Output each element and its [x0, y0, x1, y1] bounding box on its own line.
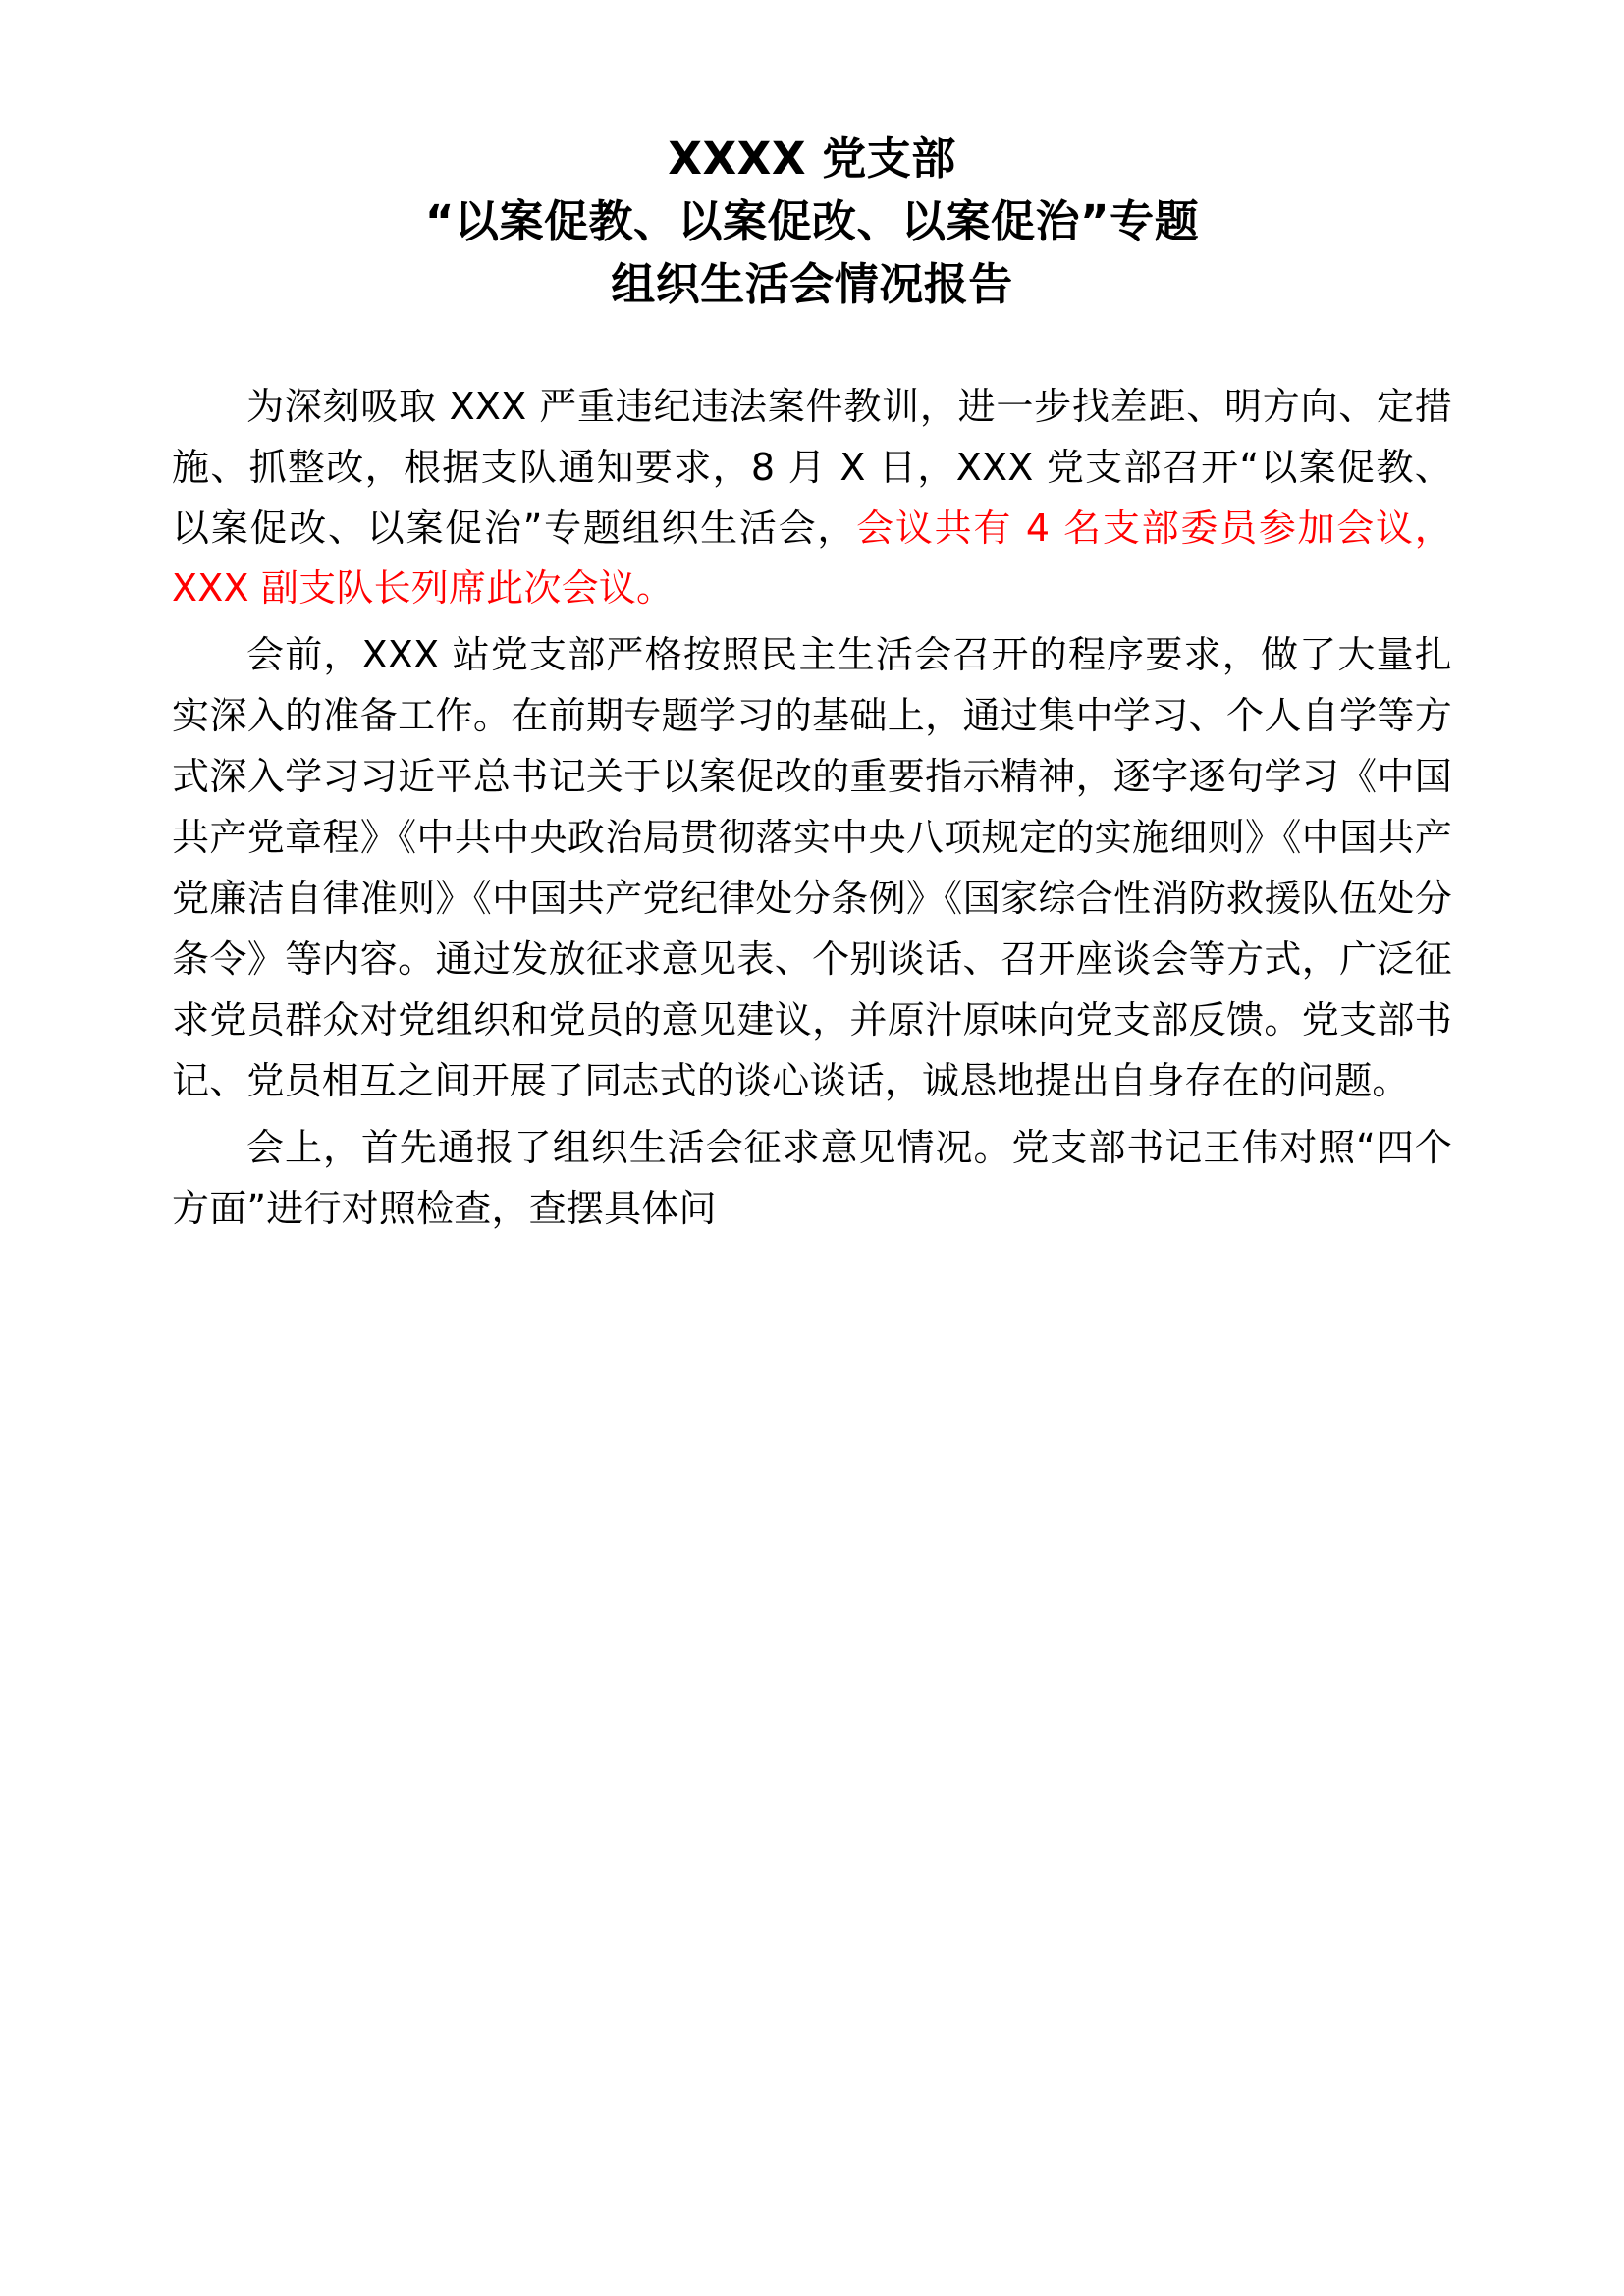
paragraph-3-segment-1: 会上，首先通报了组织生活会征求意见情况。党支部书记王伟对照“四个方面”进行对照检查，查摆具体问 — [172, 1125, 1452, 1230]
paragraph-1-segment-1: 为深刻吸取 XXX 严重违纪违法案件教训，进一步找差距、明方向、定措施、抓整改，根据支队通知要求，8 月 X 日，XXX 党支部召开“以案促教、以案促改、以案促治”专题组织生活会， — [172, 384, 1452, 550]
page-title — [172, 128, 1452, 316]
paragraph-2-segment-1: 会前，XXX 站党支部严格按照民主生活会召开的程序要求，做了大量扎实深入的准备工作。在前期专题学习的基础上，通过集中学习、个人自学等方式深入学习习近平总书记关于以案促改的重要指示精神，逐字逐句学习《中国共产党章程》《中共中央政治局贯彻落实中央八项规定的实施细则》《中国共产党廉洁自律准则》《中国共产党纪律处分条例》《国家综合性消防救援队伍处分条令》等内容。通过发放征求意见表、个别谈话、召开座谈会等方式，广泛征求党员群众对党组织和党员的意见建议，并原汁原味向党支部反馈。党支部书记、党员相互之间开展了同志式的谈心谈话，诚恳地提出自身存在的问题。 — [172, 633, 1452, 1102]
paragraph-2 — [172, 625, 1452, 1112]
title-line-1: XXXX 党支部 — [668, 133, 956, 185]
document-body — [172, 377, 1452, 1240]
paragraph-1-highlight: 会议共有 4 名支部委员参加会议，XXX 副支队长列席此次会议。 — [172, 506, 1452, 611]
title-line-3: 组织生活会情况报告 — [611, 257, 1013, 310]
title-line-2: “以案促教、以案促改、以案促治”专题 — [424, 194, 1200, 247]
paragraph-1 — [172, 377, 1452, 620]
paragraph-3 — [172, 1118, 1452, 1240]
